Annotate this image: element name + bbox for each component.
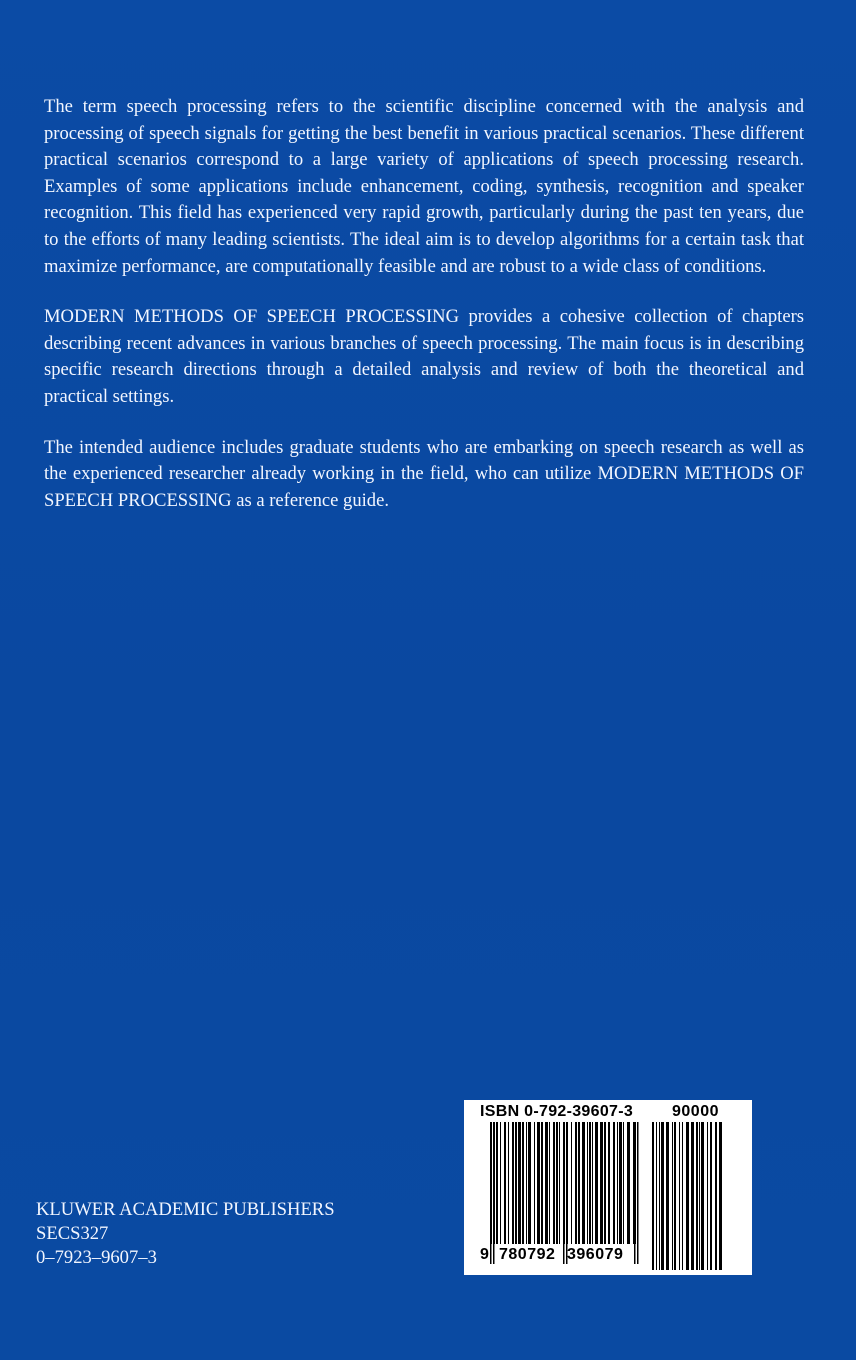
- barcode-bar: [592, 1122, 593, 1244]
- barcode-guard-bar: [566, 1122, 568, 1264]
- isbn-short: 0–7923–9607–3: [36, 1247, 157, 1268]
- barcode-bar: [619, 1122, 622, 1244]
- blurb-paragraph-1-text: The term speech processing refers to the scientific discipline concerned with the analysis and processing of speech signals for getting the best benefit in various practical scenarios. These different practical scenarios correspond to a large variety of applications of speech processing research. Examples of some applications include enhancement, coding, synthesis, recognition and speaker recognition. This field has experienced very rapid growth, particularly during the past ten years, due to the efforts of many leading scientists. The ideal aim is to develop algorithms for a certain task that maximize performance, are computationally feasible and are robust to a wide class of conditions.: [44, 96, 804, 277]
- blurb-paragraph-2: [44, 304, 804, 410]
- publisher-name: KLUWER ACADEMIC PUBLISHERS: [36, 1199, 335, 1220]
- barcode-bar: [571, 1122, 572, 1244]
- barcode-bar: [500, 1122, 501, 1244]
- barcode-bar: [515, 1122, 517, 1244]
- barcode-bar: [604, 1122, 606, 1244]
- barcode-bar: [719, 1122, 722, 1270]
- barcode-price-code: 90000: [672, 1103, 719, 1120]
- barcode-bar: [556, 1122, 558, 1244]
- barcode-bar: [518, 1122, 521, 1244]
- book-title-inline-2: MODERN METHODS OF SPEECH PROCESSING: [44, 463, 805, 511]
- barcode-bar: [710, 1122, 712, 1270]
- barcode-bar: [691, 1122, 694, 1270]
- back-cover-blurb: [44, 94, 804, 538]
- barcode-guard-bar: [637, 1122, 639, 1264]
- barcode-bar: [627, 1122, 630, 1244]
- blurb-paragraph-3-start: The intended audience includes graduate students who are embarking on speech research as well as the experienced researcher already working in the field, who can utilize: [44, 436, 804, 485]
- barcode-bar: [526, 1122, 527, 1244]
- barcode-bar: [696, 1122, 698, 1270]
- barcode-bar: [528, 1122, 531, 1244]
- barcode-bar: [608, 1122, 610, 1244]
- barcode-bar: [537, 1122, 540, 1244]
- barcode-bar: [512, 1122, 514, 1244]
- barcode-bar: [508, 1122, 509, 1244]
- barcode-bar: [522, 1122, 524, 1244]
- barcode-bar: [578, 1122, 580, 1244]
- barcode-isbn-text: ISBN 0-792-39607-3: [480, 1103, 634, 1120]
- barcode-bar: [661, 1122, 664, 1270]
- barcode-bar: [559, 1122, 560, 1244]
- barcode-bar: [656, 1122, 657, 1270]
- barcode-bar: [600, 1122, 603, 1244]
- barcode-guard-bar: [634, 1122, 636, 1264]
- barcode-bar: [595, 1122, 598, 1244]
- barcode-bar: [686, 1122, 689, 1270]
- barcode-bar: [682, 1122, 683, 1270]
- series-code: SECS327: [36, 1223, 109, 1244]
- barcode-bar: [672, 1122, 673, 1270]
- barcode-guard-bar: [563, 1122, 565, 1264]
- ean-right-digits: 396079: [567, 1246, 624, 1263]
- barcode-bar: [617, 1122, 618, 1244]
- blurb-paragraph-2-text: provides a cohesive collection of chapters describing recent advances in various branches of speech processing. The main focus is in describing specific research directions through a detailed analysis and review of both the theoretical and practical settings.: [44, 306, 804, 407]
- barcode-bar: [652, 1122, 654, 1270]
- barcode-bar: [674, 1122, 676, 1270]
- publisher-block: [36, 1198, 335, 1270]
- barcode-bar: [613, 1122, 615, 1244]
- ean-left-digits: 780792: [499, 1246, 556, 1263]
- ean-first-digit: 9: [480, 1246, 490, 1263]
- barcode-bar: [549, 1122, 550, 1244]
- barcode-bar: [715, 1122, 717, 1270]
- barcode-bar: [701, 1122, 704, 1270]
- book-title-inline: MODERN METHODS OF SPEECH PROCESSING: [44, 306, 460, 328]
- barcode-guard-bar: [490, 1122, 492, 1264]
- barcode-bar: [575, 1122, 577, 1244]
- barcode-label: [464, 1100, 752, 1275]
- blurb-paragraph-3-end: as a reference guide.: [231, 489, 389, 511]
- barcode-bar: [534, 1122, 535, 1244]
- barcode-bar: [679, 1122, 680, 1270]
- barcode-bar: [589, 1122, 591, 1244]
- blurb-paragraph-1: [44, 94, 804, 280]
- barcode-bar: [496, 1122, 498, 1244]
- blurb-paragraph-3: [44, 435, 804, 515]
- barcode-bar: [699, 1122, 700, 1270]
- barcode-bar: [707, 1122, 708, 1270]
- barcode-bar: [666, 1122, 669, 1270]
- barcode-bar: [582, 1122, 585, 1244]
- barcode-bar: [504, 1122, 506, 1244]
- barcode-bar: [545, 1122, 548, 1244]
- barcode-bar: [553, 1122, 555, 1244]
- barcode-guard-bar: [493, 1122, 495, 1264]
- barcode-bar: [587, 1122, 588, 1244]
- barcode-bar: [659, 1122, 660, 1270]
- barcode-bar: [623, 1122, 624, 1244]
- barcode-bar: [541, 1122, 543, 1244]
